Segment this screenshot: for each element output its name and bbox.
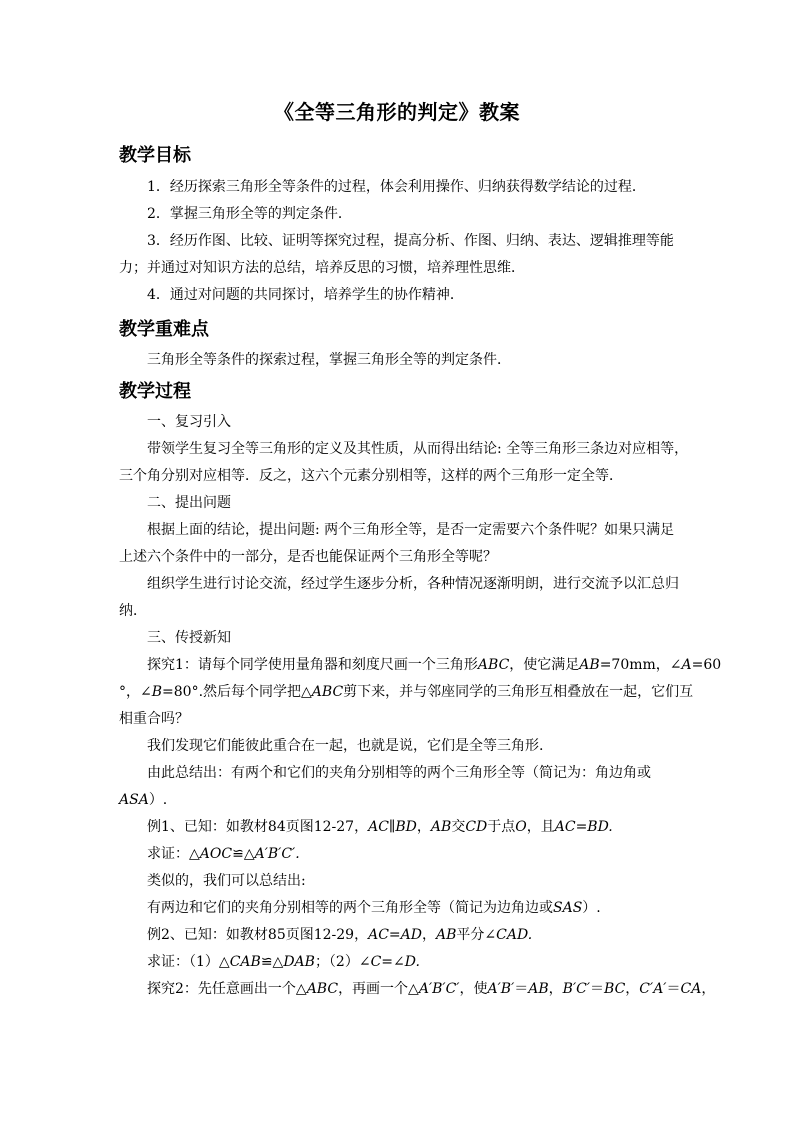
similar-line: 类似的，我们可以总结出: bbox=[147, 873, 306, 889]
heading-key-points: 教学重难点 bbox=[119, 319, 209, 340]
proof1-line bbox=[147, 843, 300, 863]
math-run: CD bbox=[465, 819, 488, 835]
math-run: CA bbox=[680, 981, 702, 997]
math-run: AC bbox=[368, 927, 389, 943]
math-run: ABC bbox=[306, 981, 339, 997]
text-run: ， bbox=[701, 981, 716, 997]
text-run: ，再画一个△ bbox=[338, 981, 419, 997]
math-run: AC bbox=[554, 819, 576, 835]
text-run: 求证：（1）△ bbox=[147, 954, 230, 970]
text-run: 交 bbox=[451, 819, 466, 835]
text-run: ，且 bbox=[526, 819, 555, 835]
math-run: B′C′ bbox=[562, 981, 591, 997]
text-run: ∥ bbox=[388, 819, 396, 835]
text-run: ）. bbox=[148, 792, 168, 808]
math-run: B bbox=[151, 684, 163, 700]
text-run: 探究1：请每个同学使用量角器和刻度尺画一个三角形 bbox=[147, 657, 478, 673]
text-run: =∠ bbox=[381, 954, 405, 970]
text-run: =60 bbox=[691, 657, 722, 673]
text-run: ＝ bbox=[666, 981, 681, 997]
text-run: ≌△ bbox=[260, 954, 284, 970]
math-run: A bbox=[681, 657, 692, 673]
part2-heading: 二、提出问题 bbox=[147, 495, 231, 511]
text-run: 探究2：先任意画出一个△ bbox=[147, 981, 307, 997]
text-run: ，使它满足 bbox=[509, 657, 580, 673]
math-run: C′A′ bbox=[639, 981, 667, 997]
part1-line2: 三个角分别对应相等．反之，这六个元素分别相等，这样的两个三角形一定全等． bbox=[119, 468, 623, 484]
text-run: = bbox=[388, 927, 401, 943]
part2-line4: 纳． bbox=[119, 603, 147, 619]
summary1-line1: 由此总结出：有两个和它们的夹角分别相等的两个三角形全等（简记为：角边角或 bbox=[147, 765, 651, 781]
sas-line bbox=[147, 897, 601, 917]
math-run: ASA bbox=[119, 792, 149, 808]
text-run: °，∠ bbox=[119, 684, 152, 700]
goal-3: 3．经历作图、比较、证明等探究过程，提高分析、作图、归纳、表达、逻辑推理等能 bbox=[147, 233, 674, 249]
text-run: ， bbox=[548, 981, 563, 997]
goal-1: 1．经历探索三角形全等条件的过程，体会利用操作、归纳获得数学结论的过程． bbox=[147, 179, 646, 195]
math-run: AB bbox=[528, 981, 549, 997]
math-run: C bbox=[370, 954, 382, 970]
math-run: AB bbox=[579, 657, 600, 673]
math-run: BC bbox=[604, 981, 626, 997]
part2-line3: 组织学生进行讨论交流，经过学生逐步分析，各种情况逐渐明朗，进行交流予以汇总归 bbox=[147, 576, 679, 592]
explore1-line2 bbox=[119, 681, 693, 701]
math-run: BD. bbox=[587, 819, 613, 835]
summary1-line2 bbox=[119, 789, 167, 809]
text-run: ，使 bbox=[459, 981, 488, 997]
text-run: ≌△ bbox=[232, 846, 255, 862]
math-run: CAD. bbox=[496, 927, 533, 943]
part2-line2: 上述六个条件中的一部分，是否也能保证两个三角形全等呢？ bbox=[119, 549, 497, 565]
math-run: O bbox=[515, 819, 527, 835]
math-run: A′B′C′. bbox=[254, 846, 300, 862]
math-run: DAB bbox=[283, 954, 315, 970]
text-run: = bbox=[575, 819, 588, 835]
math-run: ABC bbox=[477, 657, 510, 673]
example2-line bbox=[147, 924, 532, 944]
text-run: 求证：△ bbox=[147, 846, 200, 862]
goal-3-cont: 力；并通过对知识方法的总结，培养反思的习惯，培养理性思维． bbox=[119, 260, 525, 276]
explore1-line4: 我们发现它们能彼此重合在一起，也就是说，它们是全等三角形. bbox=[147, 738, 544, 754]
part1-heading: 一、复习引入 bbox=[147, 414, 231, 430]
math-run: AB bbox=[436, 927, 457, 943]
math-run: A′B′ bbox=[487, 981, 515, 997]
math-run: AC bbox=[368, 819, 389, 835]
math-run: D. bbox=[404, 954, 420, 970]
text-run: ， bbox=[422, 927, 436, 943]
part3-heading: 三、传授新知 bbox=[147, 630, 231, 646]
document-title: 《全等三角形的判定》教案 bbox=[274, 100, 520, 124]
key-points-text: 三角形全等条件的探索过程，掌握三角形全等的判定条件． bbox=[147, 352, 511, 368]
text-run: 有两边和它们的夹角分别相等的两个三角形全等（简记为边角边或 bbox=[147, 900, 553, 916]
explore2-line bbox=[147, 978, 715, 998]
example1-line bbox=[147, 816, 613, 836]
heading-teaching-goals: 教学目标 bbox=[119, 145, 191, 166]
text-run: ）. bbox=[582, 900, 601, 916]
part2-line1: 根据上面的结论，提出问题: 两个三角形全等，是否一定需要六个条件呢？如果只满足 bbox=[147, 522, 675, 538]
math-run: BD bbox=[395, 819, 417, 835]
math-run: AOC bbox=[199, 846, 233, 862]
text-run: =80°.然后每个同学把△ bbox=[162, 684, 312, 700]
text-run: 平分∠ bbox=[456, 927, 497, 943]
text-run: ＝ bbox=[514, 981, 529, 997]
text-run: ；（2）∠ bbox=[314, 954, 371, 970]
text-run: ＝ bbox=[590, 981, 605, 997]
text-run: ， bbox=[625, 981, 640, 997]
proof2-line bbox=[147, 951, 420, 971]
goal-2: 2．掌握三角形全等的判定条件． bbox=[147, 206, 352, 222]
text-run: 例1、已知：如教材84页图12-27， bbox=[147, 819, 369, 835]
math-run: AB bbox=[430, 819, 452, 835]
math-run: AD bbox=[400, 927, 422, 943]
explore1-line1 bbox=[147, 654, 721, 674]
text-run: ， bbox=[416, 819, 431, 835]
text-run: 剪下来，并与邻座同学的三角形互相叠放在一起，它们互 bbox=[343, 684, 694, 700]
part1-line1: 带领学生复习全等三角形的定义及其性质，从而得出结论: 全等三角形三条边对应相等， bbox=[147, 441, 689, 457]
math-run: CAB bbox=[229, 954, 261, 970]
text-run: =70mm，∠ bbox=[599, 657, 682, 673]
text-run: 例2、已知：如教材85页图12-29， bbox=[147, 927, 369, 943]
math-run: A′B′C′ bbox=[418, 981, 460, 997]
math-run: ABC bbox=[311, 684, 344, 700]
text-run: 于点 bbox=[487, 819, 516, 835]
goal-4: 4．通过对问题的共同探讨，培养学生的协作精神． bbox=[147, 287, 464, 303]
math-run: SAS bbox=[553, 900, 583, 916]
heading-teaching-process: 教学过程 bbox=[119, 381, 191, 402]
explore1-line3: 相重合吗？ bbox=[119, 711, 189, 727]
